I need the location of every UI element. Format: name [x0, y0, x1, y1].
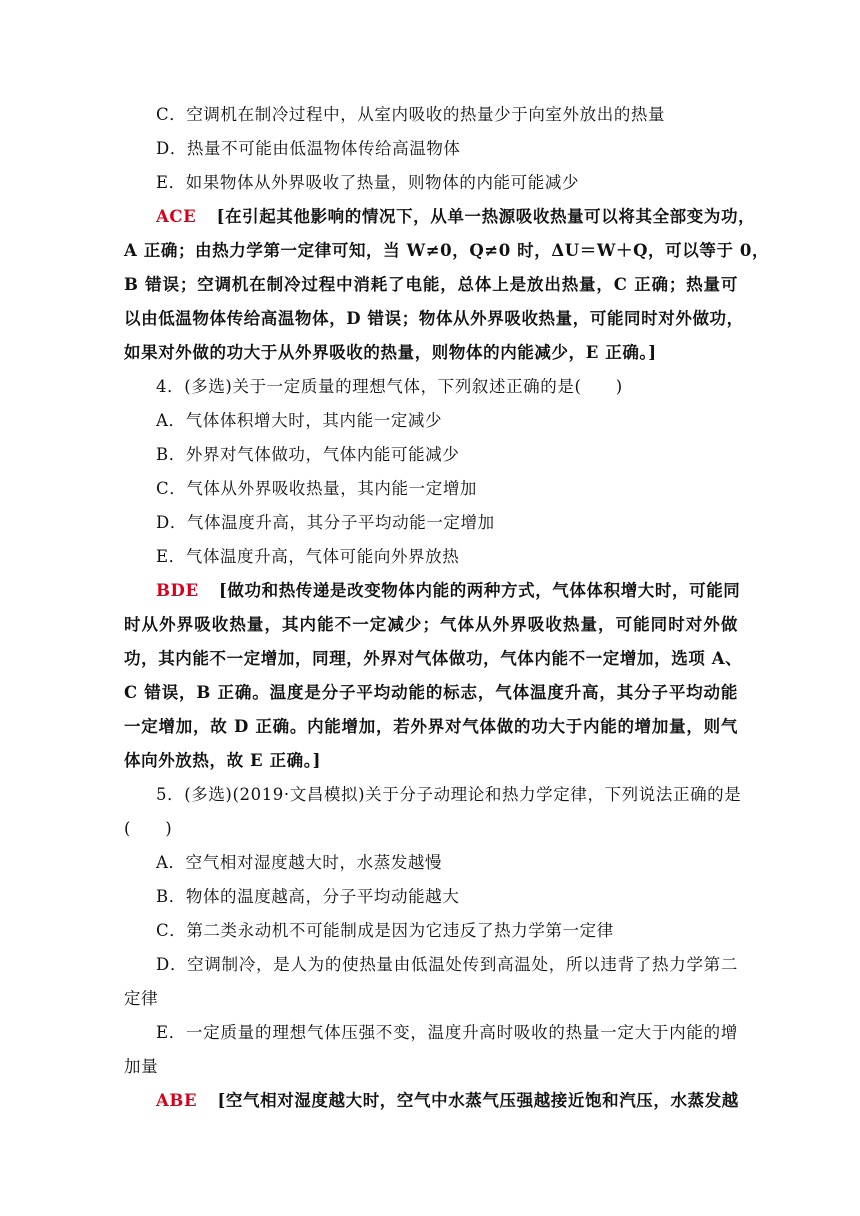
answer-4: BDE: [156, 581, 199, 600]
option-4e: E．气体温度升高，气体可能向外界放热: [156, 547, 460, 566]
answer-3: ACE: [156, 207, 197, 226]
option-3e: E．如果物体从外界吸收了热量，则物体的内能可能减少: [156, 173, 580, 192]
explanation-5-text: [空气相对湿度越大时，空气中水蒸气压强越接近饱和汽压，水蒸发越: [217, 1091, 739, 1110]
option-5a: A．空气相对湿度越大时，水蒸发越慢: [156, 853, 443, 872]
option-5e-cont: 加量: [124, 1057, 159, 1076]
explanation-4-line-3: 功，其内能不一定增加，同理，外界对气体做功，气体内能不一定增加，选项 A、: [124, 649, 743, 668]
option-5c: C．第二类永动机不可能制成是因为它违反了热力学第一定律: [156, 921, 614, 940]
option-4a: A．气体体积增大时，其内能一定减少: [156, 411, 443, 430]
explanation-3-line-3: B 错误；空调机在制冷过程中消耗了电能，总体上是放出热量，C 正确；热量可: [124, 275, 738, 294]
answer-5: ABE: [156, 1091, 198, 1110]
explanation-4-line-2: 时从外界吸收热量，其内能不一定减少；气体从外界吸收热量，可能同时对外做: [124, 615, 738, 634]
option-5b: B．物体的温度越高，分子平均动能越大: [156, 887, 460, 906]
explanation-4-line-6: 体向外放热，故 E 正确。]: [124, 751, 322, 770]
option-3c: C．空调机在制冷过程中，从室内吸收的热量少于向室外放出的热量: [156, 105, 666, 124]
option-4b: B．外界对气体做功，气体内能可能减少: [156, 445, 460, 464]
option-4d: D．气体温度升高，其分子平均动能一定增加: [156, 513, 495, 532]
option-5e: E．一定质量的理想气体压强不变，温度升高时吸收的热量一定大于内能的增: [156, 1023, 738, 1042]
explanation-3-text: [在引起其他影响的情况下，从单一热源吸收热量可以将其全部变为功，: [216, 207, 756, 226]
question-4-stem: 4．(多选)关于一定质量的理想气体，下列叙述正确的是( ): [156, 377, 623, 396]
explanation-4-text: [做功和热传递是改变物体内能的两种方式，气体体积增大时，可能同: [219, 581, 741, 600]
option-5d-cont: 定律: [124, 989, 159, 1008]
question-5-stem-bracket: ( ): [124, 819, 173, 838]
explanation-3-line-4: 以由低温物体传给高温物体，D 错误；物体从外界吸收热量，可能同时对外做功，: [124, 309, 744, 328]
explanation-5-line-1: [156, 1089, 738, 1113]
explanation-3-line-1: [156, 205, 756, 229]
option-5d: D．空调制冷，是人为的使热量由低温处传到高温处，所以违背了热力学第二: [156, 955, 738, 974]
option-3d: D．热量不可能由低温物体传给高温物体: [156, 139, 461, 158]
explanation-3-line-2: A 正确；由热力学第一定律可知，当 W≠0，Q≠0 时，ΔU＝W＋Q，可以等于 0，: [124, 241, 770, 260]
option-4c: C．气体从外界吸收热量，其内能一定增加: [156, 479, 478, 498]
question-5-stem: 5．(多选)(2019·文昌模拟)关于分子动理论和热力学定律，下列说法正确的是: [156, 785, 742, 804]
explanation-4-line-4: C 错误，B 正确。温度是分子平均动能的标志，气体温度升高，其分子平均动能: [124, 683, 738, 702]
explanation-4-line-5: 一定增加，故 D 正确。内能增加，若外界对气体做的功大于内能的增加量，则气: [124, 717, 738, 736]
explanation-4-line-1: [156, 579, 741, 603]
explanation-3-line-5: 如果对外做的功大于从外界吸收的热量，则物体的内能减少，E 正确。]: [124, 343, 657, 362]
